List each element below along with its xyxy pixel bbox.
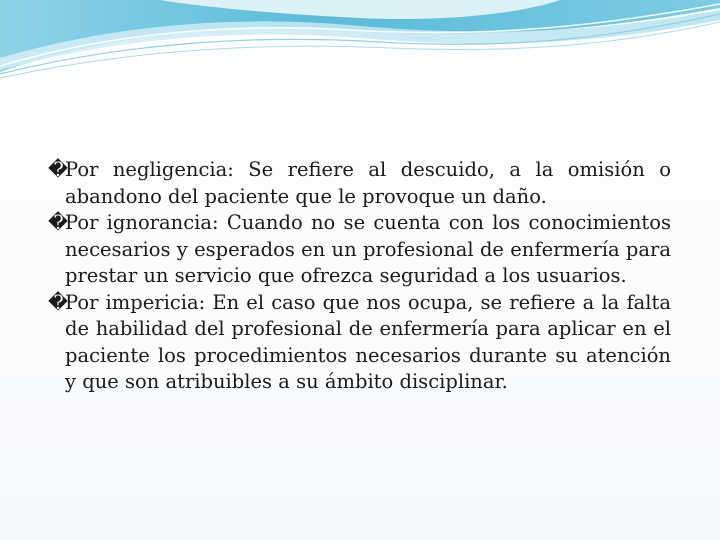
- bullet-icon: �: [48, 211, 68, 234]
- bullet-text: Por impericia: En el caso que nos ocupa, se refiere a la falta de habilidad del profesional de enfermería para aplicar en el paciente los procedimientos necesarios durante su atención y que son atribuibles a su ámbito disciplinar.: [65, 290, 671, 393]
- bullet-ignorancia: [48, 210, 671, 290]
- bullet-impericia: [48, 290, 671, 396]
- header-wave-decoration: [0, 0, 720, 90]
- bullet-text: Por ignorancia: Cuando no se cuenta con los conocimientos necesarios y esperados en un profesional de enfermería para prestar un servicio que ofrezca seguridad a los usuarios.: [65, 211, 671, 287]
- bullet-icon: �: [48, 290, 68, 314]
- bullet-list: [48, 157, 671, 396]
- bullet-negligencia: [48, 157, 671, 210]
- bullet-text: Por negligencia: Se refiere al descuido, a la omisión o abandono del paciente que le provoque un daño.: [65, 158, 671, 208]
- bullet-icon: �: [48, 158, 68, 181]
